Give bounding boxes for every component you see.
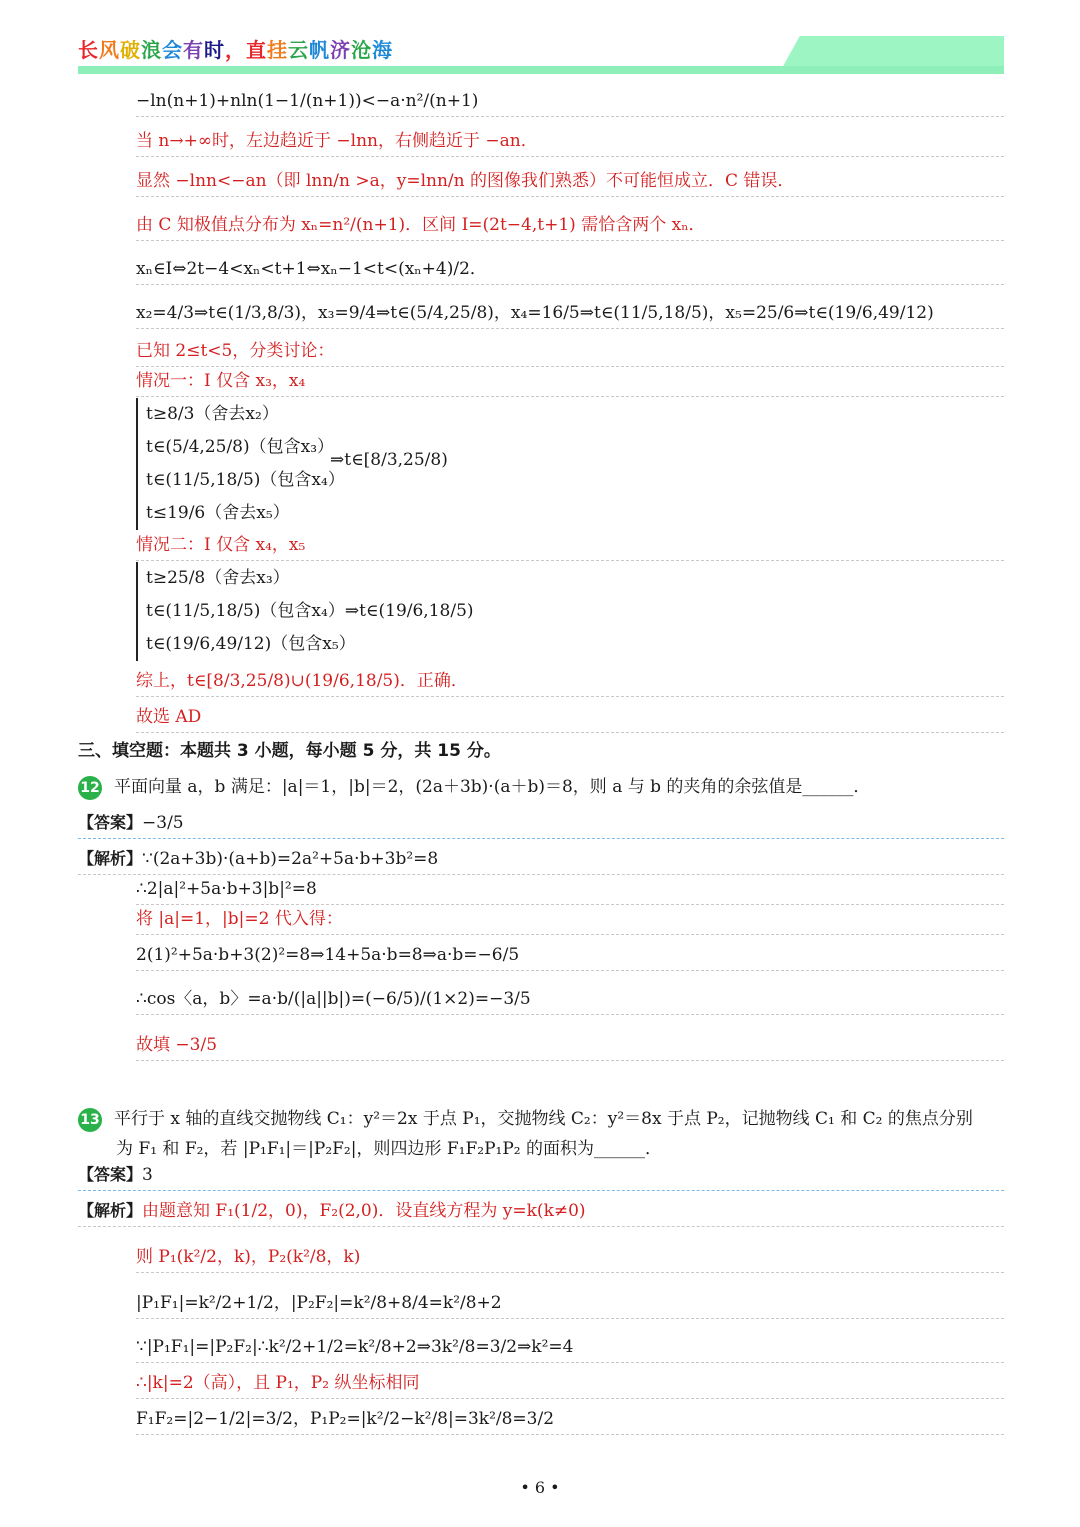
solution-line xyxy=(78,1198,1004,1227)
answer-value: −3/5 xyxy=(142,813,184,833)
conclusion-line: 故选 AD xyxy=(136,704,1004,733)
slogan-char: 会 xyxy=(162,38,183,62)
question-13 xyxy=(78,1104,1004,1164)
slogan-char: 海 xyxy=(372,38,393,62)
slogan-char: 挂 xyxy=(267,38,288,62)
question-text: 平行于 x 轴的直线交抛物线 C₁：y²＝2x 于点 P₁，交抛物线 C₂：y²＝8x 于点 P₂，记抛物线 C₁ 和 C₂ 的焦点分别 xyxy=(114,1109,973,1129)
question-number-badge: 12 xyxy=(78,776,102,800)
header-band xyxy=(78,66,1004,74)
slogan-char: 沧 xyxy=(351,38,372,62)
case1-system xyxy=(136,398,345,530)
slogan-char: 济 xyxy=(330,38,351,62)
case1-row: t≤19/6（舍去x₅） xyxy=(146,503,290,523)
case2-row: t≥25/8（舍去x₃） xyxy=(146,568,290,588)
slogan-char: 破 xyxy=(120,38,141,62)
question-text: 为 F₁ 和 F₂，若 |P₁F₁|＝|P₂F₂|，则四边形 F₁F₂P₁P₂ 的面积为______． xyxy=(116,1139,663,1159)
section-heading: 三、填空题：本题共 3 小题，每小题 5 分，共 15 分。 xyxy=(78,741,501,761)
solution-line: 已知 2≤t<5，分类讨论： xyxy=(136,338,1004,367)
slogan-char: 直 xyxy=(246,38,267,62)
solution-line xyxy=(78,846,1004,875)
answer-value: 3 xyxy=(142,1165,153,1185)
case1-row: t∈(5/4,25/8)（包含x₃） xyxy=(146,437,335,457)
question-number-badge: 13 xyxy=(78,1108,102,1132)
question-text: 平面向量 a，b 满足：|a|＝1，|b|＝2，(2a＋3b)·(a＋b)＝8，则 a 与 b 的夹角的余弦值是______． xyxy=(114,777,871,797)
slogan-char: 浪 xyxy=(141,38,162,62)
case2-row: t∈(11/5,18/5)（包含x₄）⇒t∈(19/6,18/5) xyxy=(146,601,474,621)
solution-text: 由题意知 F₁(1/2，0)，F₂(2,0)．设直线方程为 y=k(k≠0) xyxy=(142,1201,586,1221)
slogan-char: 帆 xyxy=(309,38,330,62)
case-title: 情况一：I 仅含 x₃，x₄ xyxy=(136,368,1004,397)
case1-row: t∈(11/5,18/5)（包含x₄） xyxy=(146,470,345,490)
solution-line: ∵|P₁F₁|=|P₂F₂|∴k²/2+1/2=k²/8+2⇒3k²/8=3/2⇒k²=4 xyxy=(136,1334,1004,1363)
answer-label: 【答案】 xyxy=(78,1165,143,1184)
solution-line: ∴cos〈a，b〉=a·b/(|a||b|)=(−6/5)/(1×2)=−3/5 xyxy=(136,986,1004,1015)
solution-label: 【解析】 xyxy=(78,1201,143,1220)
solution-line: ∴|k|=2（高），且 P₁，P₂ 纵坐标相同 xyxy=(136,1370,1004,1399)
slogan-char: 有 xyxy=(183,38,204,62)
slogan-char: 时 xyxy=(204,38,225,62)
solution-line: xₙ∈I⇔2t−4<xₙ<t+1⇔xₙ−1<t<(xₙ+4)/2． xyxy=(136,256,1004,285)
page-number: • 6 • xyxy=(520,1478,560,1497)
solution-line: 则 P₁(k²/2，k)，P₂(k²/8，k) xyxy=(136,1244,1004,1273)
solution-line: 显然 −lnn<−an（即 lnn/n >a，y=lnn/n 的图像我们熟悉）不可能恒成立．C 错误． xyxy=(136,168,1004,197)
solution-line: F₁F₂=|2−1/2|=3/2，P₁P₂=|k²/2−k²/8|=3k²/8=3/2 xyxy=(136,1406,1004,1435)
header-tab-decoration xyxy=(782,36,1004,68)
case-title: 情况二：I 仅含 x₄，x₅ xyxy=(136,532,1004,561)
answer-label: 【答案】 xyxy=(78,813,143,832)
answer-line xyxy=(78,1162,1004,1191)
question-12 xyxy=(78,772,1004,802)
answer-line xyxy=(78,810,1004,839)
solution-line: 故填 −3/5 xyxy=(136,1032,1004,1061)
solution-line: 由 C 知极值点分布为 xₙ=n²/(n+1)．区间 I=(2t−4,t+1) 需恰含两个 xₙ． xyxy=(136,212,1004,241)
slogan-char: ， xyxy=(225,38,246,62)
solution-line: 2(1)²+5a·b+3(2)²=8⇒14+5a·b=8⇒a·b=−6/5 xyxy=(136,942,1004,971)
case1-result: ⇒t∈[8/3,25/8) xyxy=(330,450,448,470)
solution-line: −ln(n+1)+nln(1−1/(n+1))<−a·n²/(n+1) xyxy=(136,88,1004,117)
slogan-char: 风 xyxy=(99,38,120,62)
conclusion-line: 综上，t∈[8/3,25/8)∪(19/6,18/5)．正确． xyxy=(136,668,1004,697)
case2-system xyxy=(136,562,474,661)
case2-row: t∈(19/6,49/12)（包含x₅） xyxy=(146,634,356,654)
solution-line: x₂=4/3⇒t∈(1/3,8/3)，x₃=9/4⇒t∈(5/4,25/8)，x₄=16/5⇒t∈(11/5,18/5)，x₅=25/6⇒t∈(19/6,49/12) xyxy=(136,300,1004,329)
case1-row: t≥8/3（舍去x₂） xyxy=(146,404,279,424)
slogan-char: 云 xyxy=(288,38,309,62)
solution-line: ∴2|a|²+5a·b+3|b|²=8 xyxy=(136,876,1004,905)
solution-label: 【解析】 xyxy=(78,849,143,868)
solution-line: |P₁F₁|=k²/2+1/2，|P₂F₂|=k²/8+8/4=k²/8+2 xyxy=(136,1290,1004,1319)
solution-line: 当 n→+∞时，左边趋近于 −lnn，右侧趋近于 −an． xyxy=(136,128,1004,157)
solution-text: ∵(2a+3b)·(a+b)=2a²+5a·b+3b²=8 xyxy=(142,849,439,869)
slogan-char: 长 xyxy=(78,38,99,62)
header-slogan xyxy=(78,34,393,63)
solution-line: 将 |a|=1，|b|=2 代入得： xyxy=(136,906,1004,935)
